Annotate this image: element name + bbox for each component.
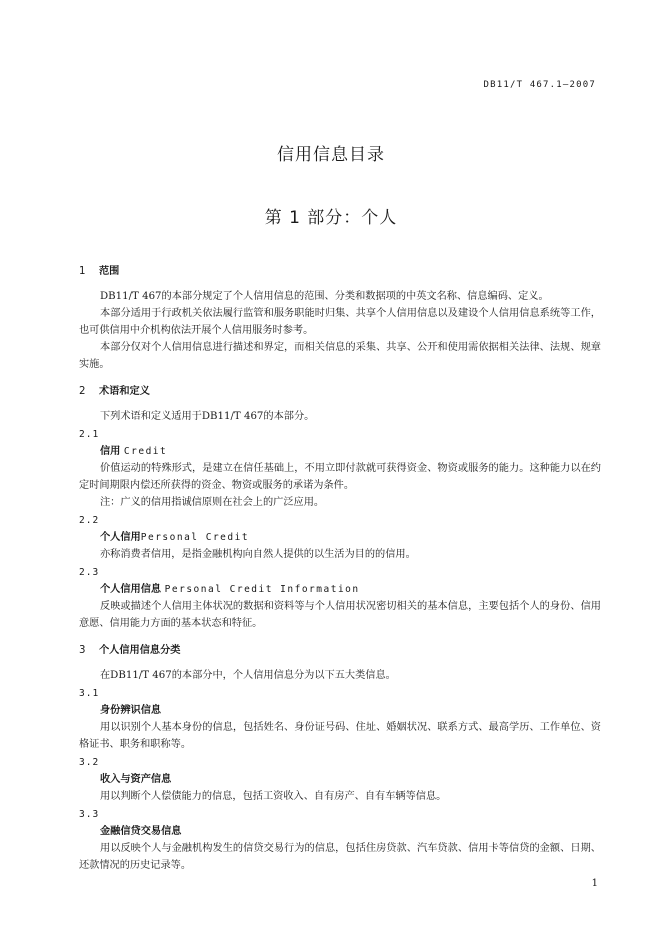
paragraph: 反映或描述个人信用主体状况的数据和资料等与个人信用状况密切相关的基本信息，主要包括个人的身份、信用意愿、信用能力方面的基本状态和特征。 [79,601,601,629]
section-title: 个人信用信息分类 [99,645,181,656]
term-heading [100,443,601,460]
paragraph: 用以反映个人与金融机构发生的信贷交易行为的信息，包括住房贷款、汽车贷款、信用卡等信贷的金额、日期、还款情况的历史记录等。 [79,843,601,871]
term-heading [100,581,601,598]
subsection-title: 收入与资产信息 [100,774,172,785]
paragraph: 用以识别个人基本身份的信息，包括姓名、身份证号码、住址、婚姻状况、联系方式、最高学历、工作单位、资格证书、职务和职称等。 [79,722,601,750]
page-number: 1 [591,878,598,889]
paragraph: 本部分适用于行政机关依法履行监管和服务职能时归集、共享个人信用信息以及建设个人信用信息系统等工作，也可供信用中介机构依法开展个人信用服务时参考。 [79,308,601,336]
paragraph: 用以判断个人偿债能力的信息，包括工资收入、自有房产、自有车辆等信息。 [100,791,447,802]
section-title: 术语和定义 [99,386,150,397]
section-number: 2 [79,386,86,397]
subsection-number: 3.1 [79,688,100,699]
subsection-title: 身份辨识信息 [100,705,162,716]
document-body [79,257,601,874]
term-en: Personal Credit [140,532,250,543]
standard-code: DB11/T 467.1—2007 [483,80,596,90]
subsection-number: 3.3 [79,809,100,820]
section-title: 范围 [99,266,120,277]
paragraph: 本部分仅对个人信用信息进行描述和界定，而相关信息的采集、共享、公开和使用需依据相关法律、法规、规章实施。 [79,342,601,370]
section-heading [79,383,601,400]
term-number: 2.2 [79,515,100,526]
section-number: 1 [79,266,86,277]
document-title: 信用信息目录 [277,145,385,165]
term-cn: 个人信用 [100,532,141,543]
subsection-title: 金融信贷交易信息 [100,826,182,837]
term-number: 2.1 [79,429,100,440]
term-en: Personal Credit Information [164,584,360,595]
section-heading [79,642,601,659]
paragraph: 在DB11/T 467的本部分中，个人信用信息分为以下五大类信息。 [100,670,396,681]
term-number: 2.3 [79,567,100,578]
paragraph: 亦称消费者信用，是指金融机构向自然人提供的以生活为目的的信用。 [100,549,416,560]
term-cn: 信用 [100,446,121,457]
term-heading [100,529,601,546]
term-en: Credit [123,446,168,457]
paragraph: DB11/T 467的本部分规定了个人信用信息的范围、分类和数据项的中英文名称、信息编码、定义。 [100,291,549,302]
paragraph: 价值运动的特殊形式，是建立在信任基础上，不用立即付款就可获得资金、物资或服务的能力。这种能力以在约定时间期限内偿还所获得的资金、物资或服务的承诺为条件。 [79,463,601,491]
paragraph: 下列术语和定义适用于DB11/T 467的本部分。 [100,411,315,422]
term-cn: 个人信用信息 [100,584,162,595]
section-heading [79,263,601,280]
part-title: 第 1 部分：个人 [264,208,398,228]
subsection-number: 3.2 [79,757,100,768]
section-number: 3 [79,645,86,656]
note-paragraph: 注：广义的信用指诚信原则在社会上的广泛应用。 [100,497,325,508]
